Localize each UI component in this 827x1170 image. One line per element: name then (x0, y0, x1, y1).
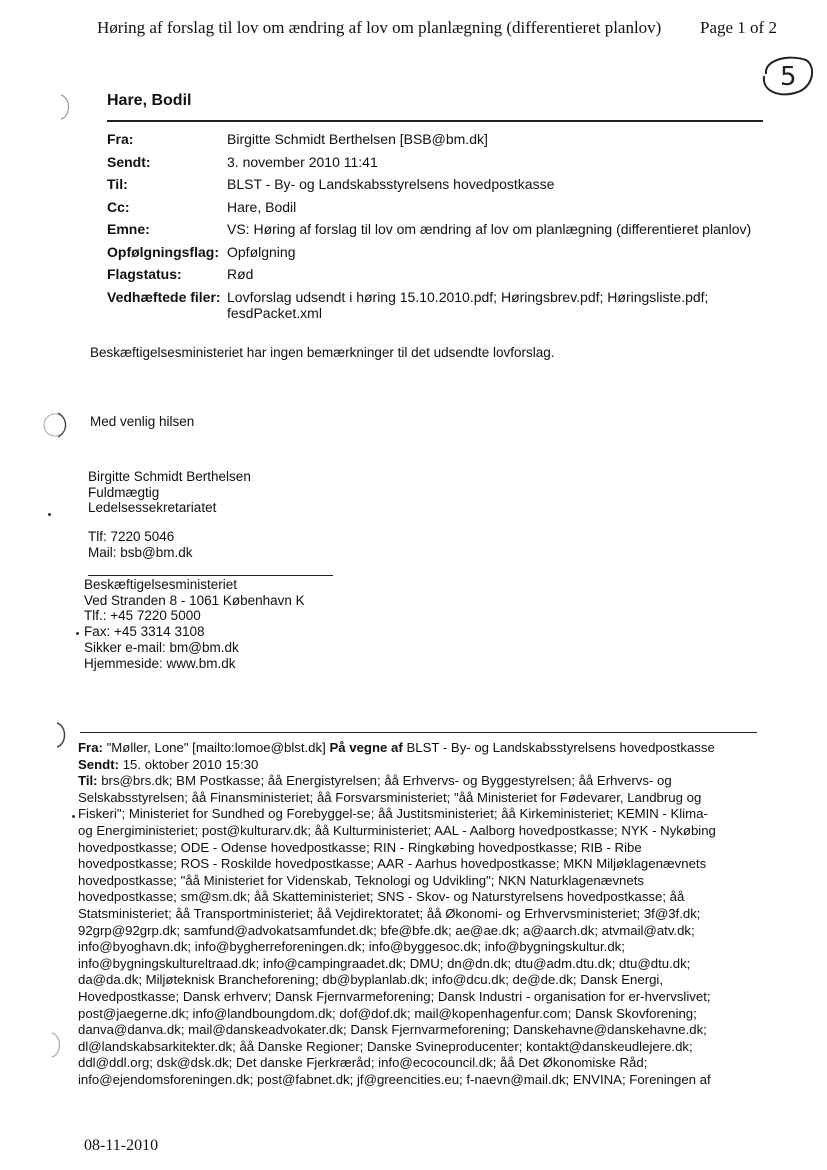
attachments-line: fesdPacket.xml (227, 304, 322, 321)
signature-divider (88, 575, 333, 576)
field-label: Cc: (107, 198, 130, 215)
field-label: Sendt: (107, 153, 151, 170)
signature-name: Birgitte Schmidt Berthelsen (88, 469, 251, 484)
to-line: Selskabsstyrelsen; åå Finansministeriet; åå Forsvarsministeriet; "åå Ministeriet for Fødevarer, Landbrug og (78, 789, 702, 805)
to-line: Fiskeri"; Ministeriet for Sundhed og Forebyggel-se; åå Justitsministeriet; åå Kirkeministeriet; KEMIN - Klima- (78, 806, 708, 822)
signature-block (88, 469, 251, 516)
to-line: 92grp@92grp.dk; samfund@advokatsamfundet.dk; bfe@bfe.dk; ae@ae.dk; a@aarch.dk; atvmail@atv.dk; (78, 922, 695, 938)
signature-contact (88, 529, 193, 560)
field-value: Birgitte Schmidt Berthelsen [BSB@bm.dk] (227, 131, 488, 147)
to-line: hovedpostkasse; ODE - Odense hovedpostkasse; RIN - Ringkøbing hovedpostkasse; RIB - Ribe (78, 839, 642, 855)
meta-row-sent (107, 151, 757, 174)
field-value: BLST - By- og Landskabsstyrelsens hovedpostkasse (227, 176, 555, 192)
field-label: Opfølgningsflag: (107, 243, 219, 260)
meta-row-from (107, 128, 757, 151)
mailbox-owner-name: Hare, Bodil (107, 92, 192, 109)
signature-phone: Tlf: 7220 5046 (88, 529, 175, 544)
forwarded-divider (80, 732, 757, 733)
on-behalf-value: BLST - By- og Landskabsstyrelsens hovedpostkasse (406, 740, 715, 755)
greeting: Med venlig hilsen (90, 414, 195, 429)
meta-row-cc (107, 196, 757, 219)
forwarded-to-label: Til: (78, 773, 98, 789)
punch-hole-mark (47, 92, 73, 122)
forwarded-from-label: Fra: (78, 740, 103, 755)
forwarded-to-list (78, 773, 768, 1088)
message-body: Beskæftigelsesministeriet har ingen bemærkninger til det udsendte lovforslag. (90, 345, 555, 360)
to-line: danva@danva.dk; mail@danskeadvokater.dk; Dansk Fjernvarmeforening; Danskehavne@danskehavne.dk; (78, 1022, 707, 1038)
to-line: post@jaegerne.dk; info@landboungdom.dk; dof@dof.dk; mail@kopenhagenfur.com; Dansk Skovforening; (78, 1005, 697, 1021)
organization-name: Beskæftigelsesministeriet (84, 577, 238, 592)
field-value: 3. november 2010 11:41 (227, 153, 378, 170)
on-behalf-label: På vegne af (329, 740, 403, 755)
forwarded-sent-line (78, 757, 768, 774)
handwritten-number-stamp (758, 52, 816, 98)
to-line: da@da.dk; Miljøteknisk Brancheforening; db@byplanlab.dk; info@dcu.dk; de@de.dk; Dansk Energi, (78, 972, 664, 988)
to-line: info@byoghavn.dk; info@bygherreforeningen.dk; info@byggesoc.dk; info@bygningskultur.dk; (78, 939, 625, 955)
attachments-line: Lovforslag udsendt i høring 15.10.2010.pdf; Høringsbrev.pdf; Høringsliste.pdf; (227, 288, 709, 305)
to-line: hovedpostkasse; sm@sm.dk; åå Skatteministeriet; SNS - Skov- og Naturstyrelsens hovedpostkasse; åå (78, 889, 685, 905)
field-label: Til: (107, 176, 128, 192)
signature-mail: Mail: bsb@bm.dk (88, 544, 193, 560)
meta-row-attachments (107, 286, 757, 321)
to-line: info@bygningskultureltraad.dk; info@campingraadet.dk; DMU; dn@dn.dk; dtu@adm.dtu.dk; dtu@dtu.dk; (78, 955, 691, 971)
to-line: Til: brs@brs.dk; BM Postkasse; åå Energistyrelsen; åå Erhvervs- og Byggestyrelsen; åå Erhvervs- og (78, 773, 672, 789)
forwarded-sent-value: 15. oktober 2010 15:30 (122, 756, 259, 772)
meta-row-to (107, 173, 757, 196)
to-line: hovedpostkasse; ROS - Roskilde hovedpostkasse; AAR - Aarhus hovedpostkasse; MKN Miljøklagenævnets (78, 856, 707, 872)
field-label: Vedhæftede filer: (107, 288, 221, 305)
signature-department: Ledelsessekretariatet (88, 500, 217, 515)
to-line: og Energiministeriet; post@kulturarv.dk; åå Kulturministeriet; AAL - Aalborg hovedpostkasse; NYK - Nykøbing (78, 822, 716, 838)
to-line: Statsministeriet; åå Transportministeriet; åå Vejdirektoratet; åå Økonomi- og Erhvervsministeriet; 3f@3f.dk; (78, 905, 701, 921)
organization-secure-mail: Sikker e-mail: bm@bm.dk (84, 639, 239, 655)
forwarded-from-line (78, 740, 768, 757)
organization-phone: Tlf.: +45 7220 5000 (84, 608, 201, 624)
forwarded-message-header (78, 740, 768, 1088)
forwarded-from-value: "Møller, Lone" [mailto:lomoe@blst.dk] (106, 740, 326, 755)
field-label: Flagstatus: (107, 266, 182, 282)
meta-row-flag-status (107, 263, 757, 286)
organization-website: Hjemmeside: www.bm.dk (84, 655, 236, 671)
stamp-number: 5 (780, 62, 797, 92)
document-title: Høring af forslag til lov om ændring af lov om planlægning (differentieret planlov) (97, 18, 662, 37)
page-number: Page 1 of 2 (700, 18, 777, 37)
field-label: Emne: (107, 221, 150, 237)
footer-date: 08-11-2010 (84, 1137, 159, 1154)
attachments-list (227, 286, 757, 321)
to-line: info@ejendomsforeningen.dk; post@fabnet.dk; jf@greencities.eu; f-naevn@mail.dk; ENVINA; Foreningen af (78, 1071, 711, 1087)
signature-title: Fuldmægtig (88, 484, 160, 500)
field-value: Hare, Bodil (227, 198, 297, 215)
field-label: Fra: (107, 131, 134, 147)
organization-address: Ved Stranden 8 - 1061 København K (84, 592, 305, 608)
field-value: VS: Høring af forslag til lov om ændring af lov om planlægning (differentieret planlov) (227, 221, 752, 237)
field-value: Opfølgning (227, 243, 296, 260)
to-line: ddl@ddl.org; dsk@dsk.dk; Det danske Fjerkræråd; info@ecocouncil.dk; åå Det Økonomiske Råd; (78, 1055, 648, 1071)
forwarded-sent-label: Sendt: (78, 756, 120, 772)
to-line: dl@landskabsarkitekter.dk; åå Danske Regioner; Danske Svineproducenter; kontakt@danskeudlejere.dk; (78, 1038, 693, 1054)
field-value: Rød (227, 266, 254, 282)
header-divider (107, 120, 763, 122)
punch-hole-mark (47, 720, 73, 750)
punch-hole-mark (38, 1030, 64, 1060)
organization-fax: Fax: +45 3314 3108 (84, 624, 205, 640)
meta-row-subject (107, 218, 757, 241)
scan-speck (72, 815, 75, 818)
meta-row-followup-flag (107, 241, 757, 264)
punch-hole-mark (42, 410, 68, 440)
to-line: Hovedpostkasse; Dansk erhverv; Dansk Fjernvarmeforening; Dansk Industri - organisation for er-hvervslivet; (78, 988, 711, 1004)
email-metadata (107, 128, 757, 321)
to-line: hovedpostkasse; "åå Ministeriet for Videnskab, Teknologi og Udvikling"; NKN Naturklagenævnets (78, 872, 644, 888)
scan-speck (48, 513, 51, 516)
organization-block (84, 577, 305, 671)
scan-speck (76, 632, 79, 635)
